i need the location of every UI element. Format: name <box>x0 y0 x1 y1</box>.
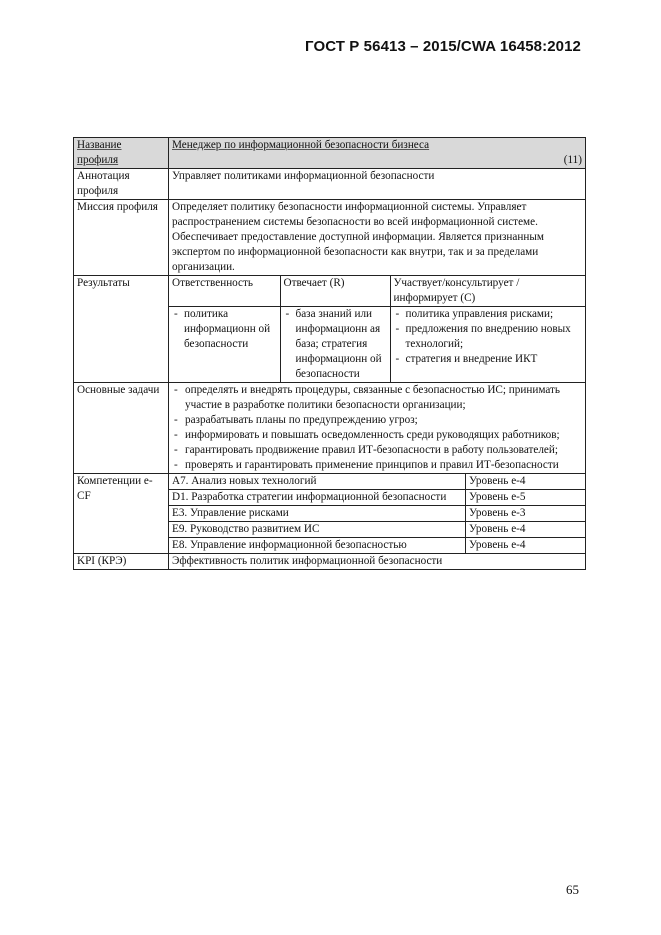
results-cell <box>169 276 586 383</box>
profile-number: (11) <box>563 154 582 166</box>
kpi-value: Эффективность политик информационной безопасности <box>169 554 586 570</box>
competence-name: A7. Анализ новых технологий <box>169 474 466 490</box>
results-responsible-cell <box>169 307 280 383</box>
mission-value: Определяет политику безопасности информационной системы. Управляет распространением системы безопасности во всей информационной системе. Обеспечивает предоставление доступной информации. Является признанным экспертом по информационной безопасности как внутри, так и за пределами организации. <box>169 200 586 276</box>
results-consulted-cell <box>390 307 585 383</box>
tasks-cell <box>169 383 586 474</box>
kpi-label: KPI (КРЭ) <box>74 554 169 570</box>
list-item: - политика управления рисками; <box>394 307 583 322</box>
results-consulted-list <box>394 307 583 367</box>
list-item: - политика информационн ой безопасности <box>172 307 277 352</box>
profile-name-label: Название профиля <box>77 139 122 166</box>
profile-table <box>73 137 586 570</box>
competences-label: Компетенции e-CF <box>74 474 169 554</box>
tasks-row <box>74 383 586 474</box>
competence-name: D1. Разработка стратегии информационной безопасности <box>169 490 466 506</box>
results-label: Результаты <box>74 276 169 383</box>
kpi-row <box>74 554 586 570</box>
competence-name: E9. Руководство развитием ИС <box>169 522 466 538</box>
list-item: - разрабатывать планы по предупреждению угроз; <box>172 413 582 428</box>
profile-name-row <box>74 138 586 169</box>
tasks-label: Основные задачи <box>74 383 169 474</box>
competence-level: Уровень е-3 <box>466 506 586 522</box>
results-col-responsible: Ответственность <box>169 276 280 307</box>
competence-level: Уровень е-4 <box>466 538 586 554</box>
results-accountable-cell <box>280 307 390 383</box>
list-item: - стратегия и внедрение ИКТ <box>394 352 583 367</box>
list-item: - предложения по внедрению новых технологий; <box>394 322 583 352</box>
competence-row <box>74 474 586 490</box>
tasks-list <box>172 383 582 473</box>
profile-name-value-cell <box>169 138 586 169</box>
mission-row <box>74 200 586 276</box>
competence-name: E3. Управление рисками <box>169 506 466 522</box>
list-item: - определять и внедрять процедуры, связанные с безопасностью ИС; принимать участие в разработке политики безопасности организации; <box>172 383 582 413</box>
document-header-title: ГОСТ Р 56413 – 2015/CWA 16458:2012 <box>305 38 581 55</box>
competence-level: Уровень е-4 <box>466 522 586 538</box>
results-accountable-list <box>284 307 387 382</box>
results-inner-table <box>169 276 585 382</box>
profile-name-label-cell <box>74 138 169 169</box>
list-item: - проверять и гарантировать применение принципов и правил ИТ-безопасности <box>172 458 582 473</box>
results-col-consulted: Участвует/консультирует /информирует (С) <box>390 276 585 307</box>
results-responsible-list <box>172 307 277 352</box>
annotation-value: Управляет политиками информационной безопасности <box>169 169 586 200</box>
annotation-label: Аннотация профиля <box>74 169 169 200</box>
competence-level: Уровень е-5 <box>466 490 586 506</box>
results-row <box>74 276 586 383</box>
competence-level: Уровень е-4 <box>466 474 586 490</box>
list-item: - гарантировать продвижение правил ИТ-безопасности в работу пользователей; <box>172 443 582 458</box>
page-number: 65 <box>566 882 579 897</box>
profile-name-value: Менеджер по информационной безопасности бизнеса <box>172 139 430 151</box>
mission-label: Миссия профиля <box>74 200 169 276</box>
annotation-row <box>74 169 586 200</box>
results-header-row <box>169 276 585 307</box>
competence-name: E8. Управление информационной безопасностью <box>169 538 466 554</box>
list-item: - информировать и повышать осведомленность среди руководящих работников; <box>172 428 582 443</box>
results-col-accountable: Отвечает (R) <box>280 276 390 307</box>
list-item: - база знаний или информационн ая база; стратегия информационн ой безопасности <box>284 307 387 382</box>
results-values-row <box>169 307 585 383</box>
